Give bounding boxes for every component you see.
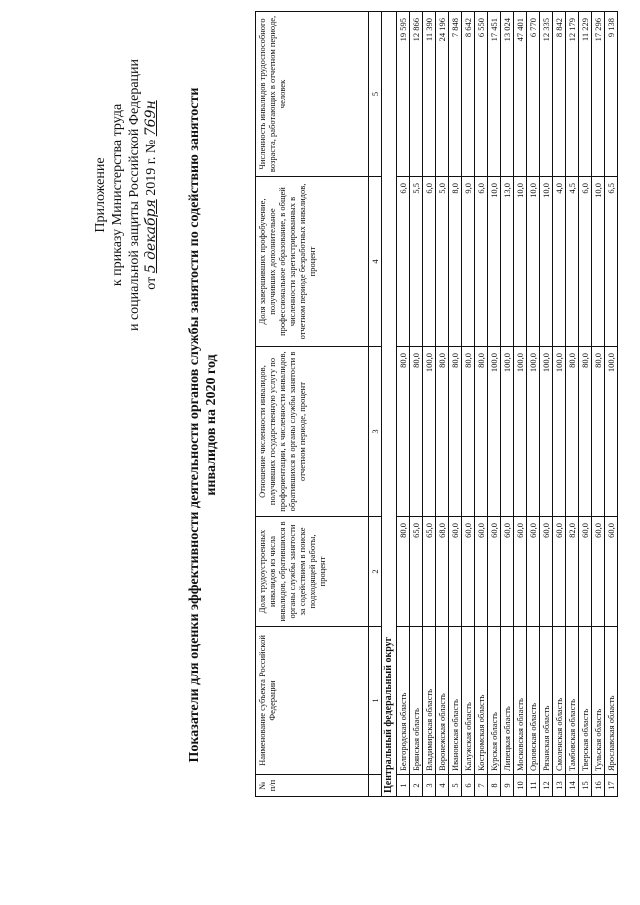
career-guidance-value: 100,0 (423, 347, 436, 517)
training-share-value: 6,0 (475, 177, 488, 347)
working-count-value: 6 550 (475, 12, 488, 177)
header-working-count: Численность инвалидов трудоспособного возраста, работающих в отчетном периоде, человек (256, 12, 369, 177)
career-guidance-value: 100,0 (514, 347, 527, 517)
career-guidance-value: 80,0 (592, 347, 605, 517)
row-number: 10 (514, 775, 527, 797)
employed-share-value: 60,0 (579, 517, 592, 627)
employed-share-value: 60,0 (514, 517, 527, 627)
training-share-value: 9,0 (462, 177, 475, 347)
career-guidance-value: 80,0 (462, 347, 475, 517)
region-name: Брянская область (410, 627, 423, 775)
column-number-row (369, 12, 382, 797)
section-title: Центральный федеральный округ (382, 12, 397, 797)
table-row (475, 12, 488, 797)
working-count-value: 8 642 (462, 12, 475, 177)
working-count-value: 17 451 (488, 12, 501, 177)
row-number: 16 (592, 775, 605, 797)
header-number: № п/п (256, 775, 369, 797)
table-row (436, 12, 449, 797)
table-row (605, 12, 618, 797)
career-guidance-value: 100,0 (553, 347, 566, 517)
row-number: 4 (436, 775, 449, 797)
table-header-row (256, 12, 369, 797)
employed-share-value: 60,0 (527, 517, 540, 627)
employed-share-value: 65,0 (410, 517, 423, 627)
table-row (423, 12, 436, 797)
table-row (449, 12, 462, 797)
row-number: 11 (527, 775, 540, 797)
column-number: 5 (369, 12, 382, 177)
table-row (462, 12, 475, 797)
career-guidance-value: 100,0 (540, 347, 553, 517)
row-number: 14 (566, 775, 579, 797)
indicators-table (255, 11, 618, 797)
training-share-value: 4,5 (566, 177, 579, 347)
table-row (410, 12, 423, 797)
working-count-value: 24 196 (436, 12, 449, 177)
employed-share-value: 68,0 (436, 517, 449, 627)
working-count-value: 12 335 (540, 12, 553, 177)
table-row (592, 12, 605, 797)
table-row (553, 12, 566, 797)
region-name: Калужская область (462, 627, 475, 775)
region-name: Смоленская область (553, 627, 566, 775)
training-share-value: 5,5 (410, 177, 423, 347)
appendix-line-1: Приложение (93, 157, 108, 233)
training-share-value: 10,0 (527, 177, 540, 347)
working-count-value: 7 848 (449, 12, 462, 177)
row-number: 15 (579, 775, 592, 797)
row-number: 9 (501, 775, 514, 797)
career-guidance-value: 100,0 (501, 347, 514, 517)
table-row (514, 12, 527, 797)
header-career-guidance-ratio: Отношение численности инвалидов, получивших государственную услугу по профориентации, к численности инвалидов, обратившихся в органы службы занятости в отчетном периоде, процент (256, 347, 369, 517)
row-number: 3 (423, 775, 436, 797)
career-guidance-value: 100,0 (605, 347, 618, 517)
column-number: 3 (369, 347, 382, 517)
employed-share-value: 60,0 (475, 517, 488, 627)
section-row (382, 12, 397, 797)
table-row (579, 12, 592, 797)
region-name: Липецкая область (501, 627, 514, 775)
region-name: Курская область (488, 627, 501, 775)
career-guidance-value: 80,0 (449, 347, 462, 517)
table-row (501, 12, 514, 797)
employed-share-value: 60,0 (462, 517, 475, 627)
row-number: 13 (553, 775, 566, 797)
employed-share-value: 60,0 (488, 517, 501, 627)
employed-share-value: 60,0 (540, 517, 553, 627)
region-name: Тверская область (579, 627, 592, 775)
region-name: Рязанская область (540, 627, 553, 775)
training-share-value: 6,5 (605, 177, 618, 347)
header-employed-share: Доля трудоустроенных инвалидов из числа инвалидов, обратившихся в органы службы занятости за содействием в поиске подходящей работы, процент (256, 517, 369, 627)
table-row (540, 12, 553, 797)
document-title (186, 45, 220, 805)
working-count-value: 6 770 (527, 12, 540, 177)
working-count-value: 17 296 (592, 12, 605, 177)
training-share-value: 6,0 (423, 177, 436, 347)
row-number: 12 (540, 775, 553, 797)
working-count-value: 12 866 (410, 12, 423, 177)
working-count-value: 12 179 (566, 12, 579, 177)
region-name: Костромская область (475, 627, 488, 775)
training-share-value: 10,0 (592, 177, 605, 347)
employed-share-value: 60,0 (605, 517, 618, 627)
row-number: 1 (397, 775, 410, 797)
title-line-1: Показатели для оценки эффективности деятельности органов службы занятости по содействию занятости (187, 87, 202, 763)
working-count-value: 47 401 (514, 12, 527, 177)
date-prefix: от (144, 276, 159, 290)
career-guidance-value: 80,0 (579, 347, 592, 517)
career-guidance-value: 80,0 (566, 347, 579, 517)
employed-share-value: 60,0 (501, 517, 514, 627)
training-share-value: 5,0 (436, 177, 449, 347)
column-number (369, 775, 382, 797)
career-guidance-value: 100,0 (488, 347, 501, 517)
table-row (566, 12, 579, 797)
employed-share-value: 82,0 (566, 517, 579, 627)
table-row (397, 12, 410, 797)
date-year: 2019 г. № (144, 139, 159, 196)
training-share-value: 4,0 (553, 177, 566, 347)
training-share-value: 8,0 (449, 177, 462, 347)
column-number: 2 (369, 517, 382, 627)
region-name: Тульская область (592, 627, 605, 775)
working-count-value: 9 138 (605, 12, 618, 177)
training-share-value: 13,0 (501, 177, 514, 347)
region-name: Белгородская область (397, 627, 410, 775)
career-guidance-value: 80,0 (436, 347, 449, 517)
appendix-block (92, 25, 160, 365)
row-number: 7 (475, 775, 488, 797)
table-row (488, 12, 501, 797)
appendix-date-line (143, 25, 160, 365)
training-share-value: 10,0 (488, 177, 501, 347)
column-number: 1 (369, 627, 382, 775)
employed-share-value: 60,0 (592, 517, 605, 627)
title-line-2: инвалидов на 2020 год (204, 354, 219, 496)
employed-share-value: 60,0 (553, 517, 566, 627)
career-guidance-value: 80,0 (397, 347, 410, 517)
working-count-value: 19 595 (397, 12, 410, 177)
training-share-value: 10,0 (540, 177, 553, 347)
working-count-value: 8 842 (553, 12, 566, 177)
career-guidance-value: 80,0 (410, 347, 423, 517)
region-name: Ярославская область (605, 627, 618, 775)
column-number: 4 (369, 177, 382, 347)
header-training-share: Доля завершивших профобучение, получивших дополнительное профессиональное образование, в общей численности зарегистрированных в отчетном периоде безработных инвалидов, процент (256, 177, 369, 347)
working-count-value: 11 229 (579, 12, 592, 177)
appendix-line-3: и социальной защиты Российской Федерации (127, 58, 142, 332)
training-share-value: 6,0 (579, 177, 592, 347)
region-name: Орловская область (527, 627, 540, 775)
working-count-value: 13 024 (501, 12, 514, 177)
career-guidance-value: 100,0 (527, 347, 540, 517)
working-count-value: 11 390 (423, 12, 436, 177)
training-share-value: 6,0 (397, 177, 410, 347)
row-number: 6 (462, 775, 475, 797)
row-number: 8 (488, 775, 501, 797)
handwritten-date: 5 декабря (143, 199, 159, 274)
region-name: Тамбовская область (566, 627, 579, 775)
region-name: Московская область (514, 627, 527, 775)
employed-share-value: 80,0 (397, 517, 410, 627)
table-row (527, 12, 540, 797)
employed-share-value: 65,0 (423, 517, 436, 627)
region-name: Владимирская область (423, 627, 436, 775)
training-share-value: 10,0 (514, 177, 527, 347)
career-guidance-value: 80,0 (475, 347, 488, 517)
handwritten-order-number: 769н (143, 100, 159, 137)
row-number: 5 (449, 775, 462, 797)
row-number: 17 (605, 775, 618, 797)
region-name: Ивановская область (449, 627, 462, 775)
row-number: 2 (410, 775, 423, 797)
appendix-line-2: к приказу Министерства труда (110, 103, 125, 287)
header-region: Наименование субъекта Российской Федерации (256, 627, 369, 775)
region-name: Воронежская область (436, 627, 449, 775)
employed-share-value: 60,0 (449, 517, 462, 627)
